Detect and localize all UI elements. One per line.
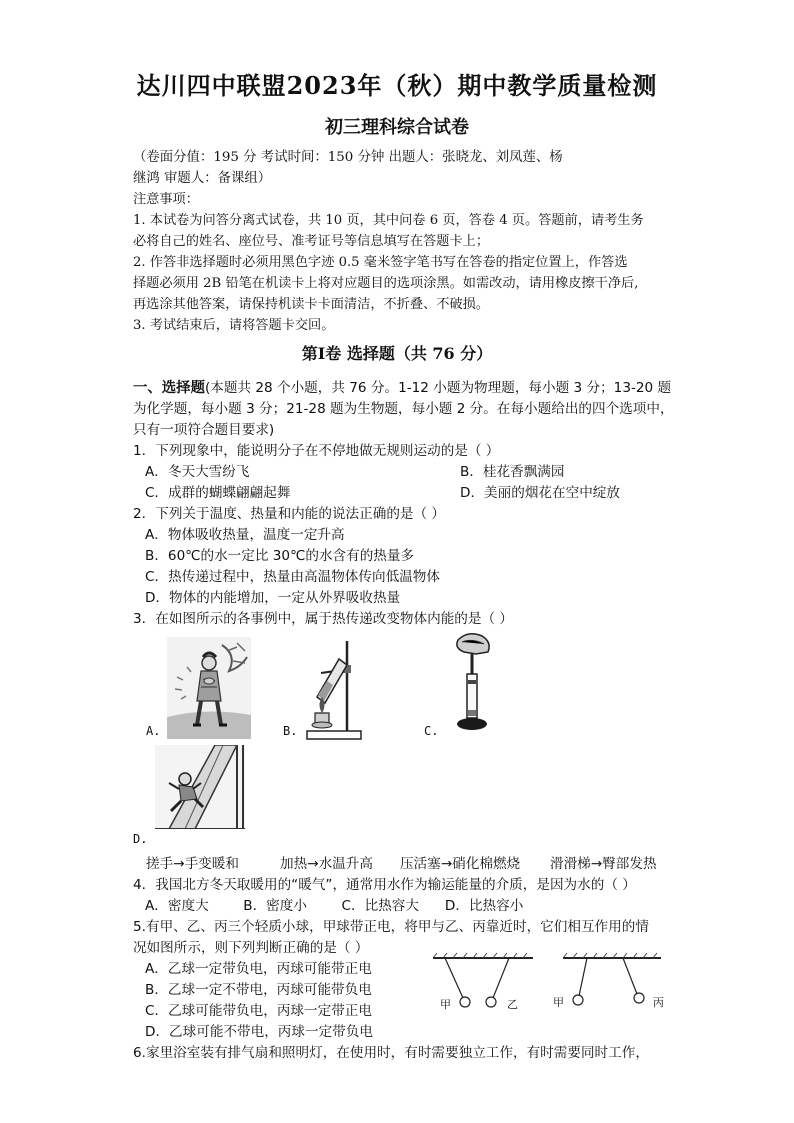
q6-stem: 6.家里浴室装有排气扇和照明灯，在使用时，有时需要独立工作，有时需要同时工作， — [133, 1045, 649, 1061]
part1-intro-line3: 只有一项符合题目要求) — [133, 422, 275, 438]
q4-options: A．密度大 B．密度小 C．比热容大 D．比热容小 — [145, 898, 524, 914]
q5-stem-line1: 5.有甲、乙、丙三个轻质小球，甲球带正电，将甲与乙、丙靠近时，它们相互作用的情 — [133, 919, 649, 935]
notice-line: 必将自己的姓名、座位号、准考证号等信息填写在答题卡上； — [133, 234, 490, 249]
q3-caption-c: 压活塞→硝化棉燃烧 — [400, 856, 521, 872]
notice-line: 2. 作答非选择题时必须用黑色字迹 0.5 毫米签字笔书写在答卷的指定位置上，作答选 — [133, 255, 628, 270]
q3-label-c: C. — [424, 724, 439, 738]
q2-option-a: A．物体吸收热量，温度一定升高 — [145, 527, 345, 543]
q3-caption-b: 加热→水温升高 — [280, 856, 373, 872]
notice-line: 择题必须用 2B 铅笔在机读卡上将对应题目的选项涂黑。如需改动，请用橡皮擦干净后, — [133, 276, 639, 291]
part1-intro-text: (本题共 28 个小题，共 76 分。1-12 小题为物理题，每小题 3 分；13-20 题 — [204, 380, 672, 396]
q1-option-c: C．成群的蝴蝶翩翩起舞 — [145, 485, 291, 501]
q5-label-jia-2: 甲 — [553, 996, 564, 1009]
exam-info-line1: （卷面分值：195 分 考试时间：150 分钟 出题人：张晓龙、刘凤莲、杨 — [133, 150, 563, 165]
q5-label-yi: 乙 — [507, 998, 518, 1011]
q3-figure-c-pressing-piston — [448, 630, 498, 734]
q5-option-b: B．乙球一定不带电，丙球可能带负电 — [145, 982, 372, 998]
q3-figure-d-sliding-slide — [155, 745, 245, 829]
q4-stem: 4．我国北方冬天取暖用的“暖气”，通常用水作为输运能量的介质，是因为水的（ ） — [133, 877, 636, 893]
q5-option-a: A．乙球一定带负电，丙球可能带正电 — [145, 961, 372, 977]
q2-option-b: B．60℃的水一定比 30℃的水含有的热量多 — [145, 548, 415, 564]
part1-label: 一、选择题 — [133, 380, 205, 396]
notice-line: 3. 考试结束后，请将答题卡交回。 — [133, 318, 335, 333]
part1-intro-line1 — [133, 376, 671, 397]
q3-stem: 3．在如图所示的各事例中，属于热传递改变物体内能的是（ ） — [133, 611, 513, 627]
q3-caption-a: 搓手→手变暖和 — [146, 856, 239, 872]
q3-label-b: B. — [283, 724, 298, 738]
exam-subtitle: 初三理科综合试卷 — [325, 117, 469, 138]
q5-label-bing: 丙 — [653, 996, 664, 1009]
part1-intro-line2: 为化学题，每小题 3 分；21-28 题为生物题，每小题 2 分。在每小题给出的四个选项中， — [133, 401, 674, 417]
q1-option-a: A．冬天大雪纷飞 — [145, 464, 250, 480]
q5-option-d: D．乙球可能不带电，丙球一定带负电 — [145, 1024, 373, 1040]
q1-option-b: B．桂花香飘满园 — [460, 464, 565, 480]
q2-option-d: D．物体的内能增加，一定从外界吸收热量 — [145, 590, 401, 606]
q2-option-c: C．热传递过程中，热量由高温物体传向低温物体 — [145, 569, 440, 585]
q5-option-c: C．乙球可能带负电，丙球一定带正电 — [145, 1003, 372, 1019]
q3-figure-a-rubbing-hands — [167, 637, 251, 739]
q1-option-d: D．美丽的烟花在空中绽放 — [460, 485, 620, 501]
q3-label-d: D. — [133, 832, 148, 846]
q3-caption-d: 滑滑梯→臀部发热 — [550, 856, 657, 872]
q3-figure-b-heating-water — [303, 633, 365, 743]
q1-stem: 1．下列现象中，能说明分子在不停地做无规则运动的是（ ） — [133, 443, 500, 459]
q2-stem: 2．下列关于温度、热量和内能的说法正确的是（ ） — [133, 506, 446, 522]
notice-line: 1. 本试卷为问答分离式试卷，共 10 页，其中问卷 6 页，答卷 4 页。答题前，请考生务 — [133, 213, 644, 228]
q5-figure-repulsion — [563, 952, 661, 1014]
exam-info-line2: 继鸿 审题人：备课组） — [133, 171, 272, 186]
exam-title: 达川四中联盟2023年（秋）期中教学质量检测 — [136, 71, 658, 100]
section-title: 第Ⅰ卷 选择题（共 76 分） — [301, 344, 493, 363]
notice-line: 再选涂其他答案，请保持机读卡卡面清洁，不折叠、不破损。 — [133, 297, 490, 312]
q5-stem-line2: 况如图所示，则下列判断正确的是（ ） — [133, 940, 369, 956]
q3-label-a: A. — [146, 724, 161, 738]
notice-heading: 注意事项： — [133, 192, 199, 207]
q5-label-jia-1: 甲 — [440, 998, 451, 1011]
